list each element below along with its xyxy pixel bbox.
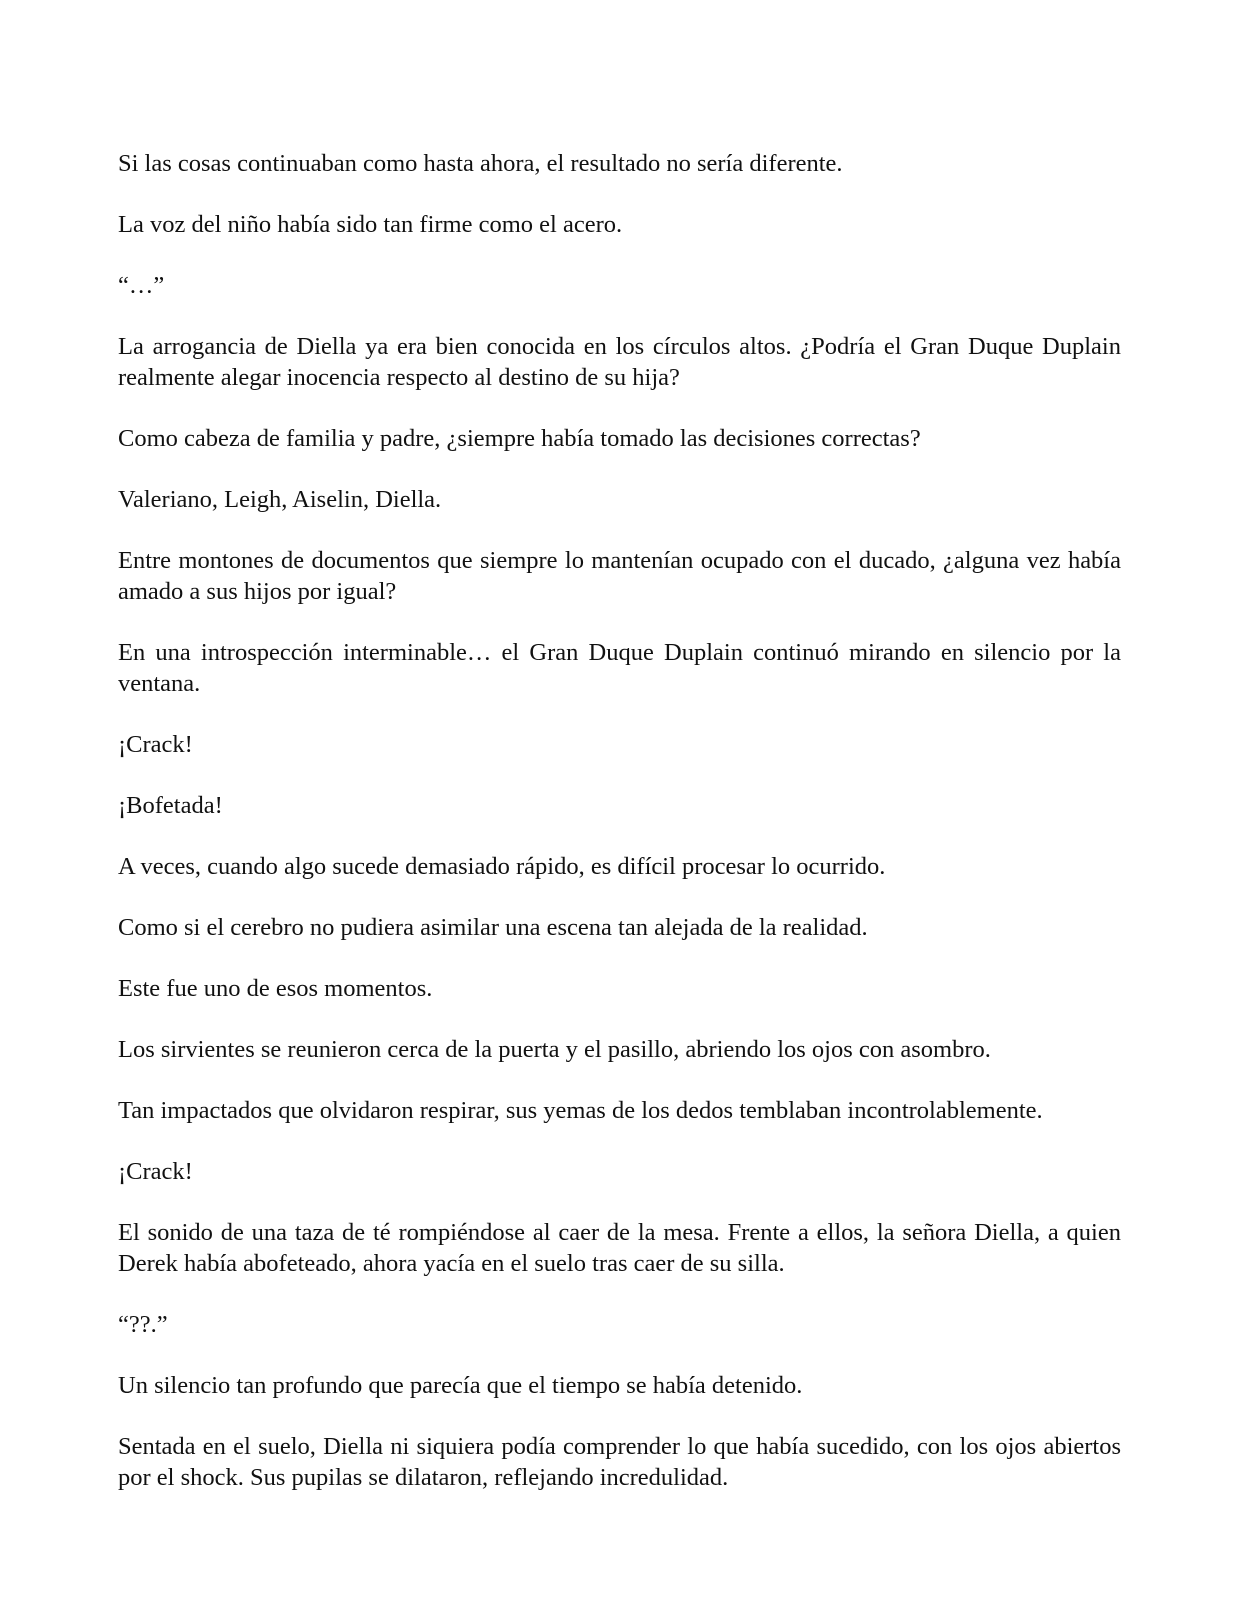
paragraph: La arrogancia de Diella ya era bien conocida en los círculos altos. ¿Podría el Gran Duque Duplain realmente alegar inocencia respecto al destino de su hija? [118, 333, 1121, 391]
document-page [118, 148, 1121, 1523]
paragraph: Como si el cerebro no pudiera asimilar una escena tan alejada de la realidad. [118, 914, 868, 941]
paragraph: ¡Crack! [118, 1158, 193, 1185]
paragraph: ¡Crack! [118, 731, 193, 758]
paragraph: ¡Bofetada! [118, 792, 223, 819]
paragraph: Si las cosas continuaban como hasta ahora, el resultado no sería diferente. [118, 150, 843, 177]
paragraph: Este fue uno de esos momentos. [118, 975, 433, 1002]
paragraph: Entre montones de documentos que siempre lo mantenían ocupado con el ducado, ¿alguna vez había amado a sus hijos por igual? [118, 547, 1121, 605]
paragraph: Como cabeza de familia y padre, ¿siempre había tomado las decisiones correctas? [118, 425, 921, 452]
paragraph: “??.” [118, 1311, 168, 1338]
paragraph: La voz del niño había sido tan firme como el acero. [118, 211, 623, 238]
paragraph: Sentada en el suelo, Diella ni siquiera podía comprender lo que había sucedido, con los ojos abiertos por el shock. Sus pupilas se dilataron, reflejando incredulidad. [118, 1433, 1121, 1491]
paragraph: En una introspección interminable… el Gran Duque Duplain continuó mirando en silencio por la ventana. [118, 639, 1121, 697]
paragraph: Valeriano, Leigh, Aiselin, Diella. [118, 486, 442, 513]
paragraph: Los sirvientes se reunieron cerca de la puerta y el pasillo, abriendo los ojos con asombro. [118, 1036, 991, 1063]
paragraph: A veces, cuando algo sucede demasiado rápido, es difícil procesar lo ocurrido. [118, 853, 886, 880]
paragraph: Un silencio tan profundo que parecía que el tiempo se había detenido. [118, 1372, 803, 1399]
paragraph: Tan impactados que olvidaron respirar, sus yemas de los dedos temblaban incontrolablemente. [118, 1097, 1043, 1124]
paragraph: “…” [118, 272, 165, 299]
paragraph: El sonido de una taza de té rompiéndose al caer de la mesa. Frente a ellos, la señora Diella, a quien Derek había abofeteado, ahora yacía en el suelo tras caer de su silla. [118, 1219, 1121, 1277]
